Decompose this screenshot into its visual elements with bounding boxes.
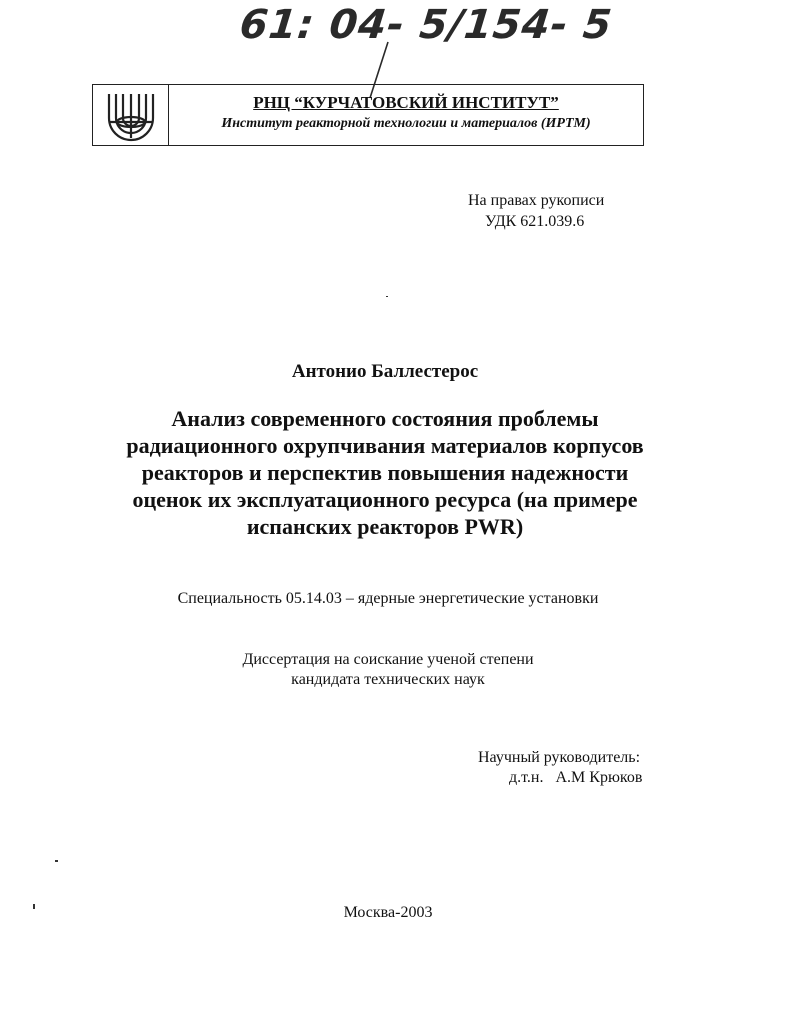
author-name: Антонио Баллестерос <box>291 361 479 382</box>
degree-line-2: кандидата технических наук <box>291 671 485 688</box>
city-year: Москва-2003 <box>343 904 433 921</box>
specialty: Специальность 05.14.03 – ядерные энергетические установки <box>177 590 599 607</box>
org-name: РНЦ “КУРЧАТОВСКИЙ ИНСТИТУТ” <box>253 93 559 112</box>
handwritten-catalog-number: 61: 04- 5/154- 5 <box>237 2 615 48</box>
scan-speck <box>55 860 58 862</box>
institute-name: Институт реакторной технологии и материалов (ИРТМ) <box>221 116 591 131</box>
institute-header <box>92 84 644 146</box>
advisor-label: Научный руководитель: <box>478 749 641 766</box>
title-line: реакторов и перспектив повышения надежности <box>141 460 629 485</box>
title-line: оценок их эксплуатационного ресурса (на примере <box>132 487 638 512</box>
kurchatov-emblem-icon <box>105 88 157 142</box>
kurchatov-logo <box>93 85 169 145</box>
title-line: радиационного охрупчивания материалов корпусов <box>126 433 644 458</box>
scan-speck <box>33 904 35 909</box>
manuscript-rights: На правах рукописи <box>468 192 605 209</box>
degree-statement <box>0 650 776 690</box>
scan-speck <box>386 296 388 297</box>
title-line: Анализ современного состояния проблемы <box>171 406 599 431</box>
udk-code: УДК 621.039.6 <box>485 213 585 230</box>
dissertation-title <box>90 405 680 540</box>
title-line: испанских реакторов PWR) <box>246 514 524 539</box>
degree-line-1: Диссертация на соискание ученой степени <box>242 651 534 668</box>
advisor-name: д.т.н. А.М Крюков <box>509 769 643 786</box>
